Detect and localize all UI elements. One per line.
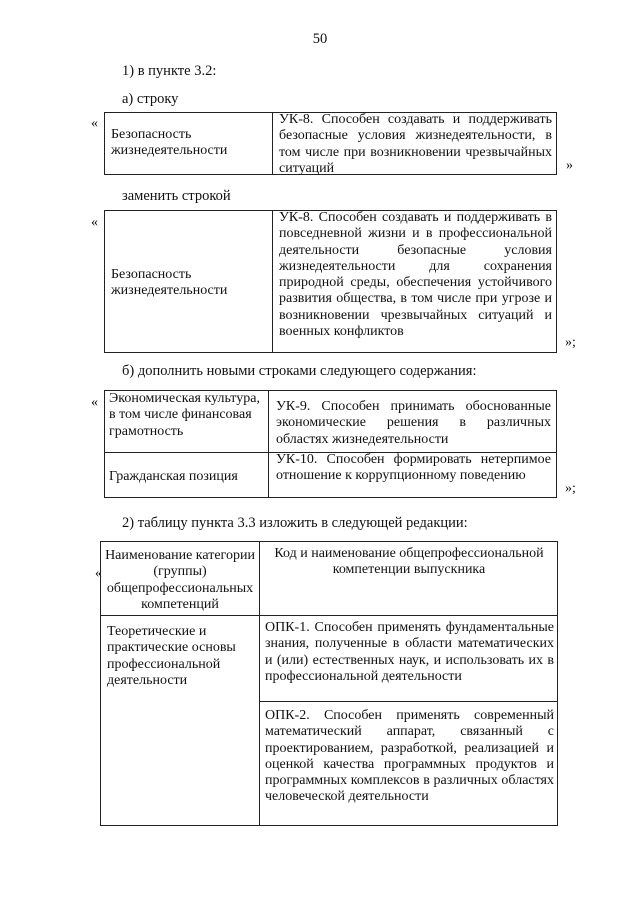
table-2-new-row [104, 210, 557, 353]
table-4-header-col-1: Наименование категории (группы) общепрофессиональных компетенций [105, 548, 255, 612]
page-number: 50 [312, 31, 328, 47]
open-quote-mark: « [95, 566, 102, 581]
open-quote-mark: « [91, 116, 98, 131]
replace-with-text: заменить строкой [122, 188, 231, 204]
table-4-category-cell: Теоретические и практические основы профессиональной деятельности [107, 624, 236, 688]
open-quote-mark: « [91, 395, 98, 410]
table-4-header-col-2: Код и наименование общепрофессиональной компетенции выпускника [274, 546, 544, 578]
close-quote-semicolon-mark: »; [565, 335, 576, 350]
item-b-heading: б) дополнить новыми строками следующего содержания: [122, 363, 477, 379]
table-4-opk-1-cell: ОПК-1. Способен применять фундаментальные знания, полученные в области математических и (или) естественных наук, и использовать их в профессиональной деятельности [265, 620, 554, 684]
item-2-heading: 2) таблицу пункта 3.3 изложить в следующей редакции: [122, 515, 468, 531]
table-3-added-rows [104, 390, 557, 498]
table-3-row-1-competence: УК-9. Способен принимать обоснованные экономические решения в различных областях жизнедеятельности [276, 399, 551, 447]
table-1-category-cell: Безопасность жизнедеятельности [111, 127, 228, 159]
table-3-row-2-category: Гражданская позиция [109, 469, 238, 484]
table-4-opk-2-cell: ОПК-2. Способен применять современный математический аппарат, связанный с проектированием, разработкой, реализацией и оценкой качества программных продуктов и программных комплексов в различных областях человеческой деятельности [265, 708, 554, 805]
close-quote-semicolon-mark: »; [565, 481, 576, 496]
table-2-competence-cell: УК-8. Способен создавать и поддерживать в повседневной жизни и в профессиональной деятельности безопасные условия жизнедеятельности для сохранения природной среды, обеспечения устойчивого развития общества, в том числе при угрозе и возникновении чрезвычайных ситуаций и военных конфликтов [279, 210, 552, 340]
table-4-opk [100, 541, 558, 826]
table-1-old-row [104, 112, 557, 175]
close-quote-mark: » [566, 158, 573, 173]
table-3-row-1-category: Экономическая культура, в том числе финансовая грамотность [109, 391, 260, 439]
table-1-competence-cell: УК-8. Способен создавать и поддерживать безопасные условия жизнедеятельности, в том числе при возникновении чрезвычайных ситуаций [279, 112, 552, 176]
table-3-row-2-competence: УК-10. Способен формировать нетерпимое отношение к коррупционному поведению [276, 452, 551, 484]
item-1-heading: 1) в пункте 3.2: [122, 63, 217, 79]
item-a-heading: а) строку [122, 91, 179, 107]
open-quote-mark: « [91, 215, 98, 230]
table-2-category-cell: Безопасность жизнедеятельности [111, 267, 228, 299]
